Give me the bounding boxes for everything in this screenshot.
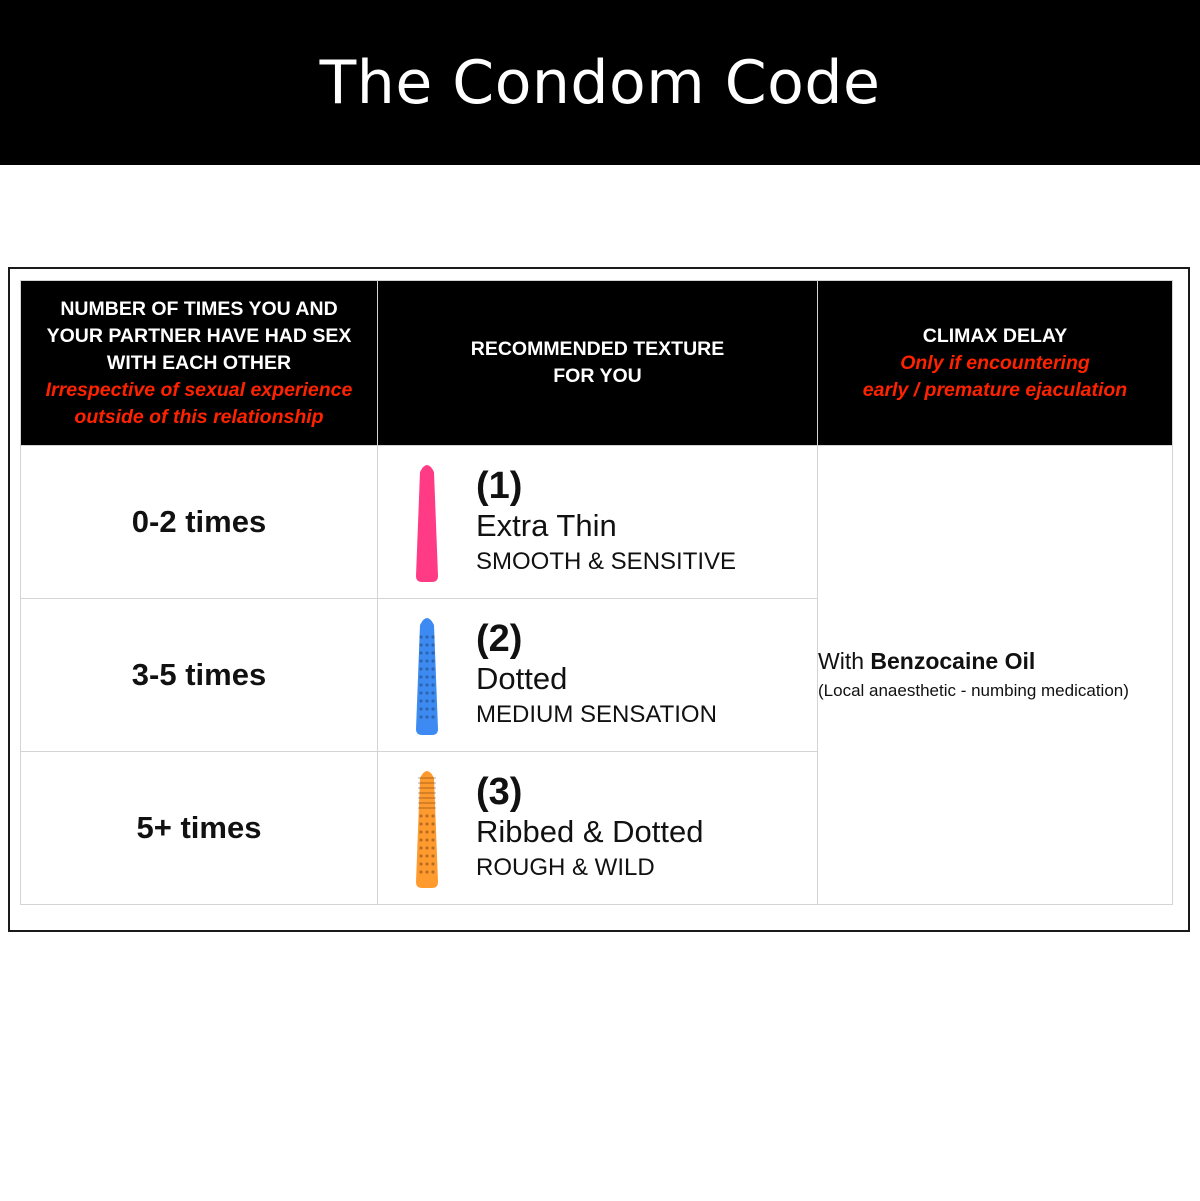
texture-number: (2) [476, 618, 523, 660]
header-texture [378, 281, 818, 446]
times-cell: 5+ times [21, 752, 378, 905]
header-climax-line: CLIMAX DELAY [922, 324, 1068, 347]
times-cell: 3-5 times [21, 599, 378, 752]
texture-number: (3) [476, 771, 523, 813]
dotted-condom-icon [378, 611, 476, 739]
texture-name: Ribbed & Dotted [476, 814, 704, 849]
texture-description: ROUGH & WILD [476, 854, 655, 881]
times-cell: 0-2 times [21, 446, 378, 599]
condom-code-table [20, 280, 1173, 905]
texture-number: (1) [476, 465, 523, 507]
header-times-line: NUMBER OF TIMES YOU AND [60, 297, 338, 320]
smooth-condom-icon [378, 458, 476, 586]
header-row [21, 281, 1173, 446]
title-banner [0, 0, 1200, 165]
texture-name: Extra Thin [476, 508, 617, 543]
header-climax-note: Only if encountering [900, 351, 1090, 374]
climax-cell [818, 446, 1173, 905]
header-times-note: Irrespective of sexual experience [45, 378, 353, 401]
header-times-line: WITH EACH OTHER [106, 351, 292, 374]
climax-with-label: With [818, 648, 864, 674]
texture-cell [378, 599, 818, 752]
texture-description: MEDIUM SENSATION [476, 701, 717, 728]
texture-description: SMOOTH & SENSITIVE [476, 548, 737, 575]
climax-product: Benzocaine Oil [870, 648, 1036, 674]
header-texture-line: FOR YOU [553, 365, 642, 387]
header-texture-line: RECOMMENDED TEXTURE [470, 338, 725, 360]
table-row [21, 446, 1173, 599]
page-title: The Condom Code [319, 47, 881, 118]
texture-name: Dotted [476, 661, 568, 696]
header-climax-note: early / premature ejaculation [862, 378, 1128, 401]
texture-cell [378, 752, 818, 905]
texture-cell [378, 446, 818, 599]
header-times [21, 281, 378, 446]
header-climax [818, 281, 1173, 446]
ribbed-dotted-condom-icon [378, 764, 476, 892]
climax-note: (Local anaesthetic - numbing medication) [818, 681, 1129, 700]
header-times-line: YOUR PARTNER HAVE HAD SEX [46, 324, 352, 347]
header-times-note: outside of this relationship [74, 405, 324, 428]
